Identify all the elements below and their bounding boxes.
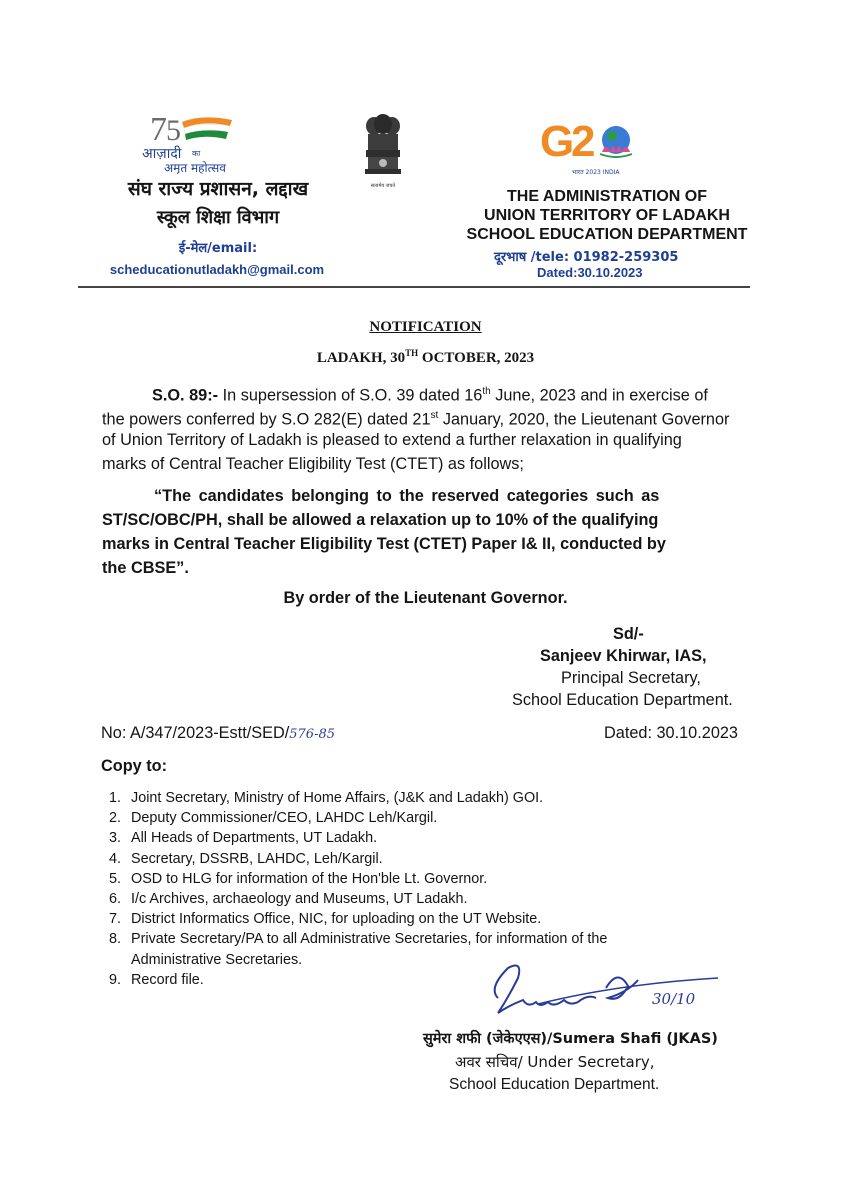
quote-line-2: ST/SC/OBC/PH, shall be allowed a relaxation up to 10% of the qualifying	[102, 511, 659, 529]
svg-text:भारत 2023 INDIA: भारत 2023 INDIA	[572, 169, 620, 176]
signatory-name: Sanjeev Khirwar, IAS,	[540, 647, 707, 665]
svg-text:G: G	[540, 117, 575, 166]
reference-number	[101, 721, 335, 747]
signature-date: 30/10	[652, 990, 696, 1008]
body-line-2-sup: st	[430, 410, 439, 421]
order-line: By order of the Lieutenant Governor.	[283, 589, 568, 607]
svg-text:आज़ादी: आज़ादी	[142, 146, 182, 162]
reference-number-text: No: A/347/2023-Estt/SED/	[101, 724, 290, 742]
reference-date: Dated: 30.10.2023	[604, 724, 738, 742]
list-item: 6. I/c Archives, archaeology and Museums, UT Ladakh.	[125, 889, 765, 909]
list-item: 3. All Heads of Departments, UT Ladakh.	[125, 828, 765, 848]
place-date-main: LADAKH, 30	[316, 350, 406, 366]
handwritten-signature	[478, 958, 738, 1028]
quote-line-1: “The candidates belonging to the reserved categories such as	[154, 487, 660, 505]
body-line-2a: the powers conferred by S.O 282(E) dated 21	[102, 410, 431, 429]
signatory-dept: School Education Department.	[512, 691, 733, 709]
g20-logo	[540, 112, 640, 182]
under-secretary-title: अवर सचिव/ Under Secretary,	[455, 1053, 655, 1071]
admin-title: THE ADMINISTRATION OF	[507, 188, 707, 205]
email-address[interactable]: scheducationutladakh@gmail.com	[109, 262, 325, 277]
list-item: 5. OSD to HLG for information of the Hon'ble Lt. Governor.	[125, 869, 765, 889]
sd-mark: Sd/-	[613, 625, 644, 643]
body-line-1-sup: th	[482, 386, 491, 397]
ut-title: UNION TERRITORY OF LADAKH	[484, 207, 730, 224]
list-item: 4. Secretary, DSSRB, LAHDC, Leh/Kargil.	[125, 849, 765, 869]
telephone: दूरभाष /tele: 01982-259305	[494, 250, 679, 265]
so-label: S.O. 89:-	[152, 386, 219, 405]
svg-text:2: 2	[571, 117, 596, 166]
under-secretary-name: सुमेरा शफी (जेकेएएस)/Sumera Shafi (JKAS)	[423, 1031, 718, 1047]
body-line-1a: In supersession of S.O. 39 dated 16	[218, 386, 483, 405]
azadi-logo	[140, 108, 250, 174]
list-item: 8. Private Secretary/PA to all Administrative Secretaries, for information of the Administrative Secretaries.	[125, 929, 691, 969]
place-date-rest: OCTOBER, 2023	[418, 350, 535, 366]
svg-text:अमृत महोत्सव: अमृत महोत्सव	[164, 161, 226, 174]
dept-title-hindi: स्कूल शिक्षा विभाग	[156, 207, 280, 228]
body-line-1b: June, 2023 and in exercise of	[490, 386, 708, 405]
list-item: 7. District Informatics Office, NIC, for uploading on the UT Website.	[125, 909, 765, 929]
body-line-4: marks of Central Teacher Eligibility Test (CTET) as follows;	[102, 455, 524, 473]
body-line-3: of Union Territory of Ladakh is pleased to extend a further relaxation in qualifying	[102, 431, 682, 449]
header-divider	[78, 286, 750, 288]
email-label: ई-मेल/email:	[178, 241, 258, 256]
dept-title: SCHOOL EDUCATION DEPARTMENT	[466, 226, 748, 243]
org-title-hindi: संघ राज्य प्रशासन, लद्दाख	[127, 178, 309, 200]
under-secretary-dept: School Education Department.	[449, 1076, 660, 1093]
body-line-2b: January, 2020, the Lieutenant Governor	[438, 410, 730, 429]
copy-heading: Copy to:	[101, 757, 168, 775]
emblem-caption: सत्यमेव जयते	[370, 183, 396, 189]
signatory-title: Principal Secretary,	[561, 669, 701, 687]
place-date	[0, 348, 851, 367]
place-date-sup: TH	[405, 348, 419, 358]
list-item: 1. Joint Secretary, Ministry of Home Affairs, (J&K and Ladakh) GOI.	[125, 788, 765, 808]
list-item: 9. Record file.	[125, 970, 765, 990]
svg-text:7: 7	[150, 111, 167, 148]
list-item: 2. Deputy Commissioner/CEO, LAHDC Leh/Kargil.	[125, 808, 765, 828]
svg-text:5: 5	[166, 114, 181, 147]
quote-line-3: marks in Central Teacher Eligibility Test (CTET) Paper I& II, conducted by	[102, 535, 666, 553]
quote-line-4: the CBSE”.	[102, 559, 189, 577]
header-date: Dated:30.10.2023	[537, 265, 643, 280]
national-emblem-icon	[358, 112, 408, 190]
svg-text:का: का	[192, 149, 201, 158]
handwritten-dispatch-number: 576-85	[289, 727, 335, 742]
notification-heading: NOTIFICATION	[369, 319, 482, 335]
